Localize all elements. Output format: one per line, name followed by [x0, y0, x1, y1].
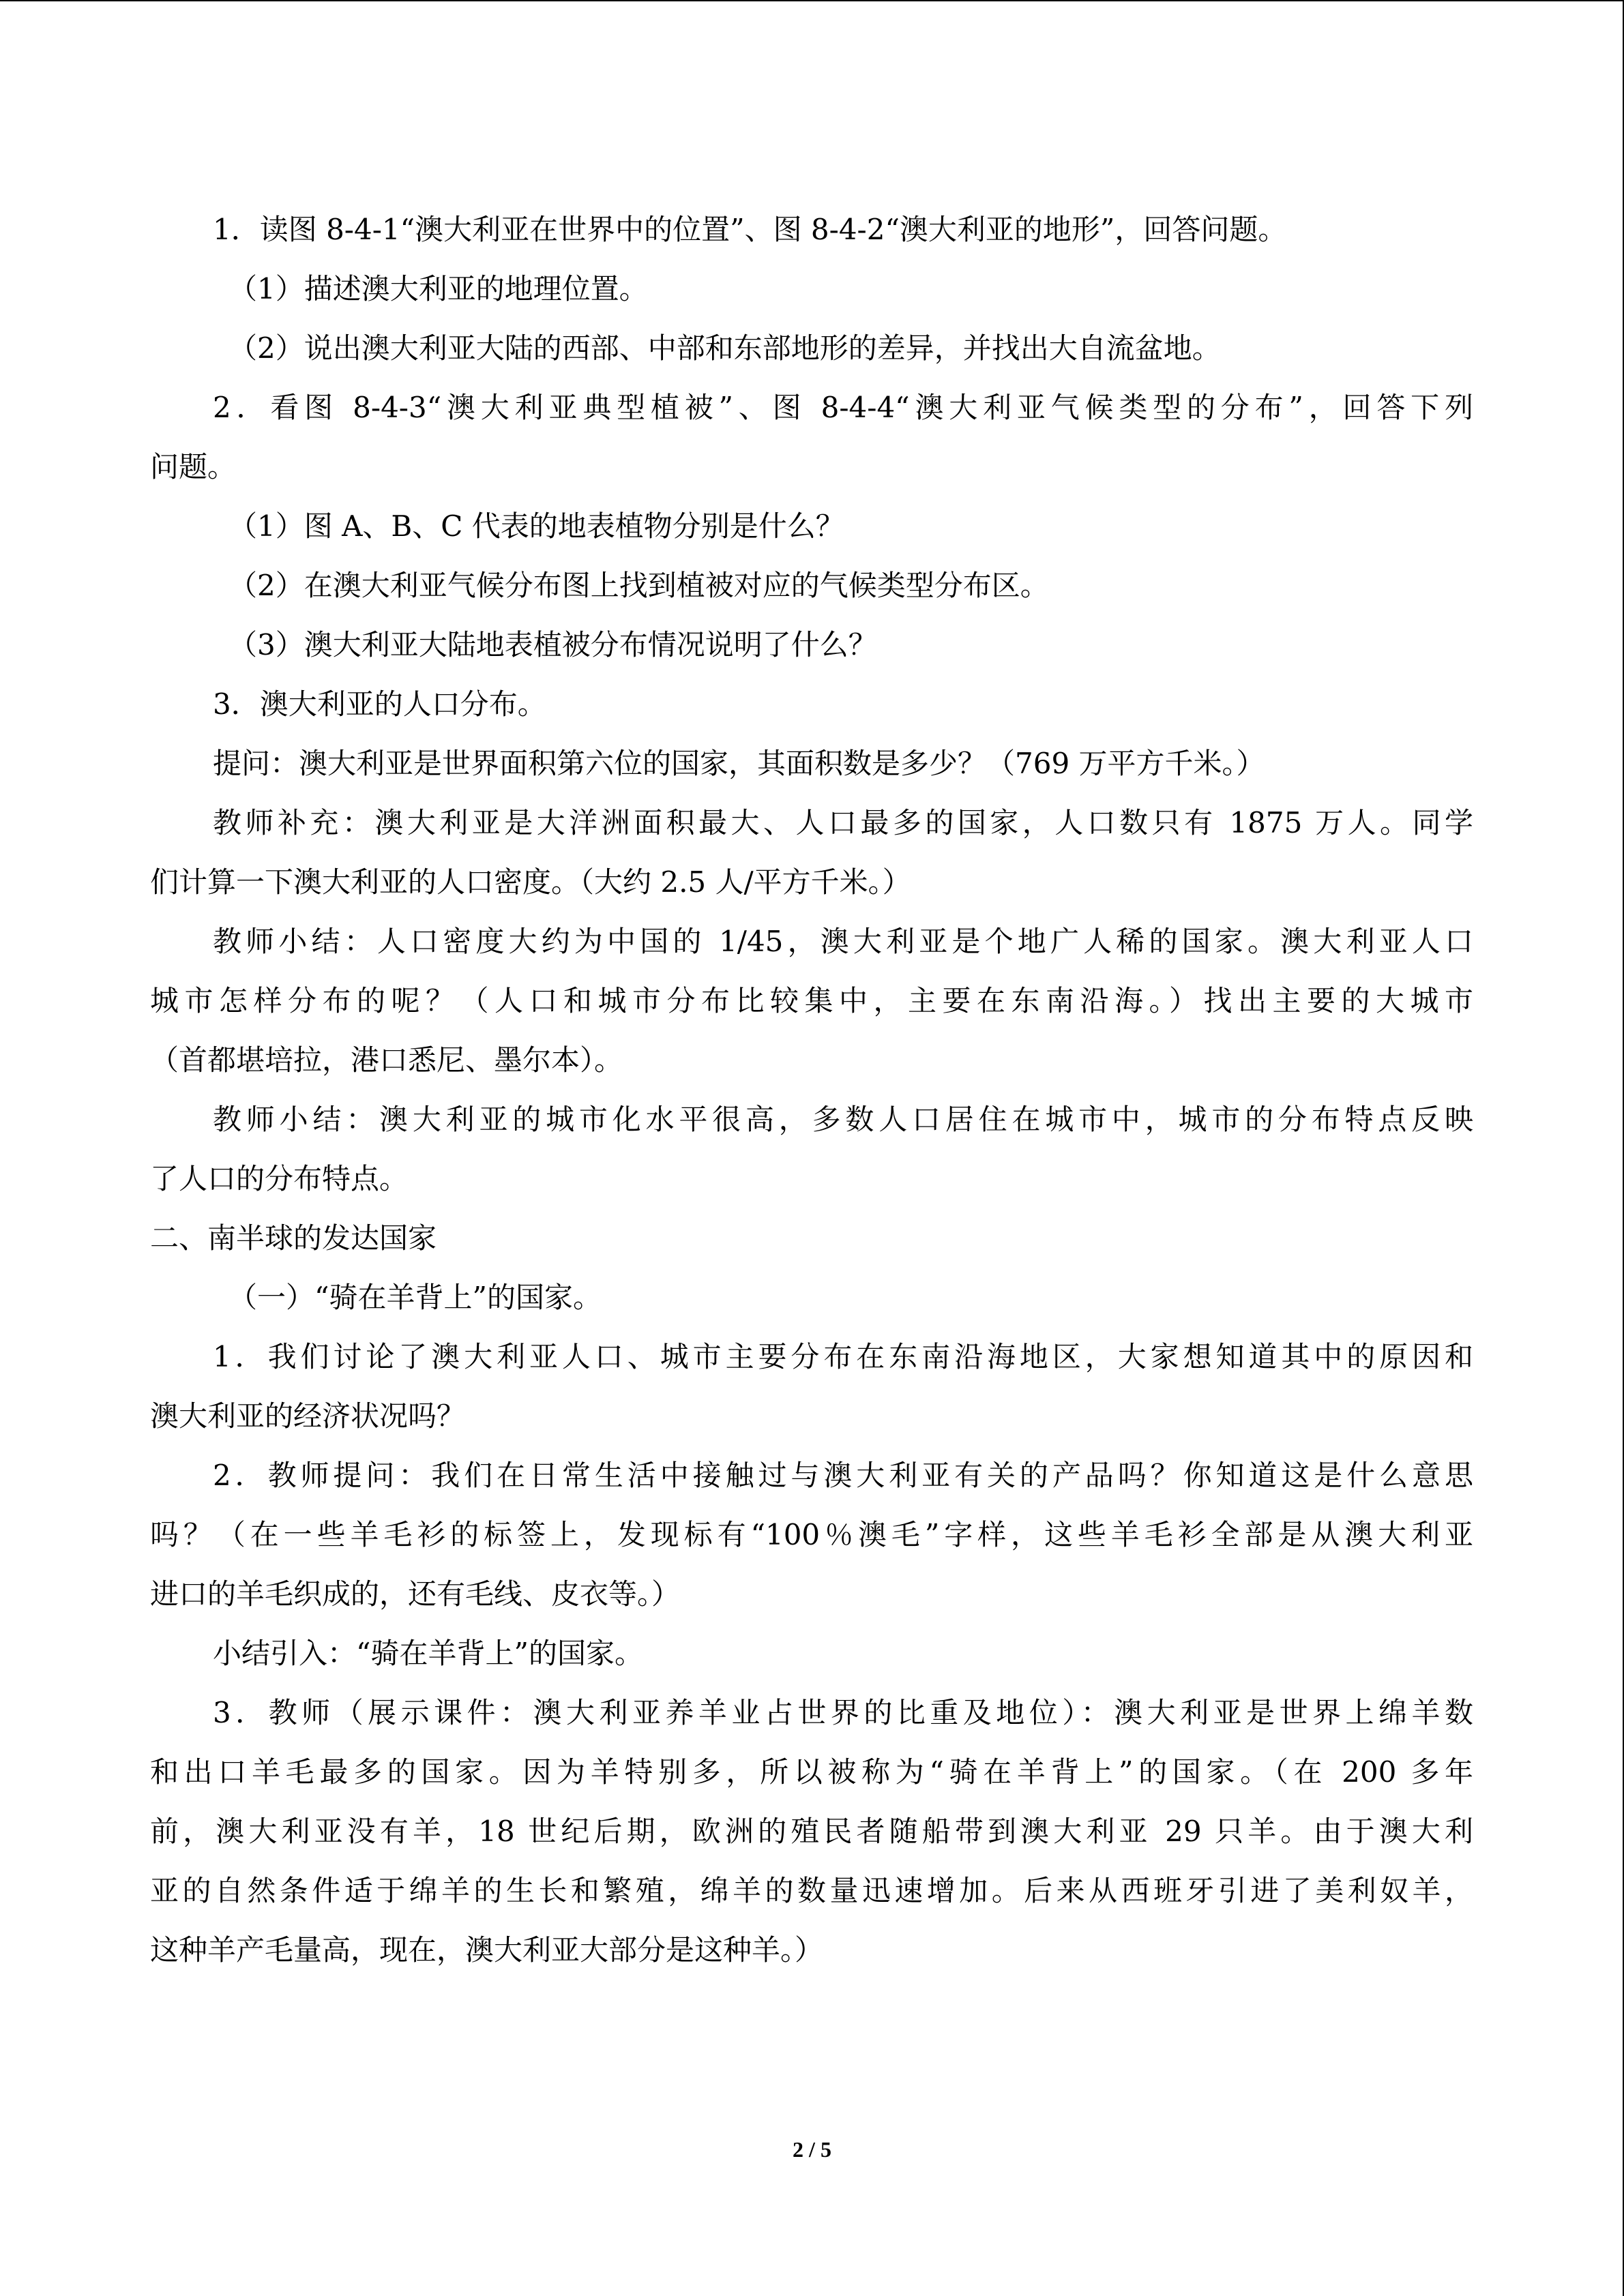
- paragraph-line: 1．我们讨论了澳大利亚人口、城市主要分布在东南沿海地区，大家想知道其中的原因和: [213, 1340, 1473, 1373]
- paragraph-line: 2．看图 8-4-3“澳大利亚典型植被”、图 8-4-4“澳大利亚气候类型的分布”，回答下列: [213, 391, 1473, 424]
- paragraph-line: 1．读图 8-4-1“澳大利亚在世界中的位置”、图 8-4-2“澳大利亚的地形”，回答问题。: [213, 213, 1287, 246]
- paragraph-line: （2）说出澳大利亚大陆的西部、中部和东部地形的差异，并找出大自流盆地。: [228, 331, 1221, 365]
- paragraph-line: （1）图 A、B、C 代表的地表植物分别是什么？: [228, 509, 844, 543]
- page-number: 2 / 5: [793, 2137, 831, 2162]
- paragraph-line: 教师小结：人口密度大约为中国的 1/45，澳大利亚是个地广人稀的国家。澳大利亚人口: [213, 925, 1473, 958]
- paragraph-line: 和出口羊毛最多的国家。因为羊特别多，所以被称为“骑在羊背上”的国家。（在 200 多年: [150, 1755, 1473, 1789]
- paragraph-line: 了人口的分布特点。: [150, 1162, 409, 1195]
- subsection-heading: （一）“骑在羊背上”的国家。: [228, 1281, 602, 1314]
- paragraph-line: 这种羊产毛量高，现在，澳大利亚大部分是这种羊。）: [150, 1933, 824, 1967]
- paragraph-line: （1）描述澳大利亚的地理位置。: [228, 272, 648, 305]
- paragraph-line: 吗？（在一些羊毛衫的标签上，发现标有“100％澳毛”字样，这些羊毛衫全部是从澳大利亚: [150, 1518, 1473, 1551]
- paragraph-line: 问题。: [150, 450, 237, 483]
- paragraph-line: （首都堪培拉，港口悉尼、墨尔本）。: [150, 1043, 623, 1077]
- paragraph-line: （2）在澳大利亚气候分布图上找到植被对应的气候类型分布区。: [228, 569, 1049, 602]
- paragraph-line: 教师补充：澳大利亚是大洋洲面积最大、人口最多的国家，人口数只有 1875 万人。同学: [213, 806, 1473, 839]
- paragraph-line: 2．教师提问：我们在日常生活中接触过与澳大利亚有关的产品吗？你知道这是什么意思: [213, 1459, 1473, 1492]
- paragraph-line: 们计算一下澳大利亚的人口密度。（大约 2.5 人/平方千米。）: [150, 865, 911, 899]
- paragraph-line: 亚的自然条件适于绵羊的生长和繁殖，绵羊的数量迅速增加。后来从西班牙引进了美利奴羊，: [150, 1874, 1473, 1907]
- paragraph-line: （3）澳大利亚大陆地表植被分布情况说明了什么？: [228, 628, 877, 661]
- paragraph-line: 澳大利亚的经济状况吗？: [150, 1399, 466, 1433]
- paragraph-line: 城市怎样分布的呢？（人口和城市分布比较集中，主要在东南沿海。）找出主要的大城市: [150, 984, 1473, 1017]
- paragraph-line: 3．教师（展示课件：澳大利亚养羊业占世界的比重及地位）：澳大利亚是世界上绵羊数: [213, 1696, 1473, 1729]
- paragraph-line: 提问：澳大利亚是世界面积第六位的国家，其面积数是多少？（769 万平方千米。）: [213, 747, 1265, 780]
- paragraph-line: 进口的羊毛织成的，还有毛线、皮衣等。）: [150, 1577, 681, 1611]
- paragraph-line: 小结引入：“骑在羊背上”的国家。: [213, 1637, 643, 1670]
- paragraph-line: 3．澳大利亚的人口分布。: [213, 687, 546, 721]
- section-heading: 二、南半球的发达国家: [150, 1221, 437, 1255]
- paragraph-line: 教师小结：澳大利亚的城市化水平很高，多数人口居住在城市中，城市的分布特点反映: [213, 1103, 1473, 1136]
- paragraph-line: 前，澳大利亚没有羊，18 世纪后期，欧洲的殖民者随船带到澳大利亚 29 只羊。由于澳大利: [150, 1815, 1473, 1848]
